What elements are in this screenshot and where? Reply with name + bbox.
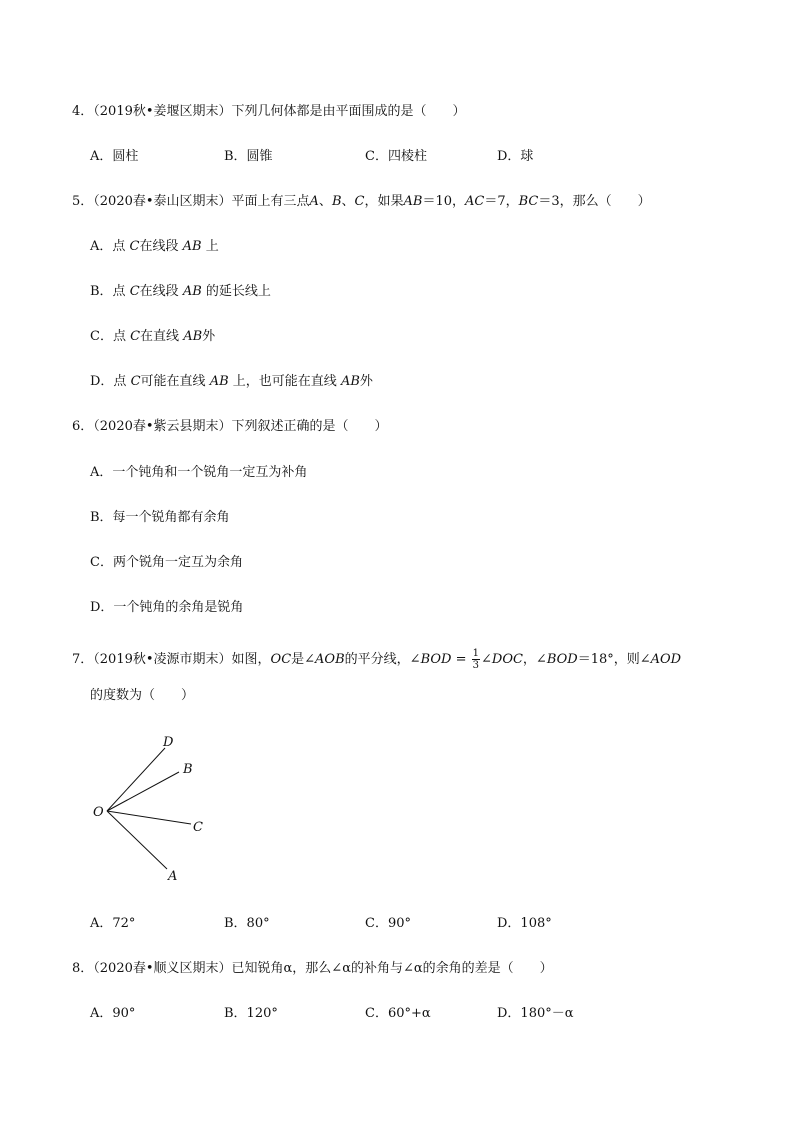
q5-option-d bbox=[90, 374, 373, 390]
q5-option-b-seg: AB bbox=[182, 284, 202, 299]
q5-option-c bbox=[90, 329, 215, 345]
q5-option-b-prefix: B．点 bbox=[90, 284, 126, 299]
q5-bc: BC bbox=[518, 194, 539, 209]
q5-point-a: A bbox=[309, 194, 319, 209]
q7-option-c: C．90° bbox=[365, 916, 411, 931]
q5-option-c-point: C bbox=[130, 329, 141, 344]
q5-cond-prefix: ，如果 bbox=[364, 194, 404, 209]
q7-fraction bbox=[472, 648, 480, 671]
q5-option-d-suffix: 上，也可能在直线 bbox=[232, 374, 337, 389]
q5-stem-prefix: 5．（2020春•泰山区期末）平面上有三点 bbox=[72, 194, 310, 209]
q7-is: 是∠ bbox=[291, 652, 316, 667]
q7-bisector: 的平分线，∠ bbox=[344, 652, 421, 667]
q6-option-d: D．一个钝角的余角是锐角 bbox=[90, 600, 244, 615]
q8-option-d: D．180°－α bbox=[497, 1006, 574, 1021]
q4-option-a: A．圆柱 bbox=[90, 149, 139, 164]
q5-option-c-suffix: 外 bbox=[202, 329, 216, 344]
q8-option-c: C．60°+α bbox=[365, 1006, 431, 1021]
q7-figure bbox=[85, 725, 225, 890]
ray-oc bbox=[107, 811, 191, 824]
q7-frac-num: 1 bbox=[472, 648, 479, 659]
q7-comma: ，∠ bbox=[522, 652, 547, 667]
q5-option-d-seg2: AB bbox=[340, 374, 360, 389]
q7-stem bbox=[72, 648, 681, 671]
q4-stem: 4．（2019秋•姜堰区期末）下列几何体都是由平面围成的是（ ） bbox=[72, 104, 466, 119]
q7-aob: AOB bbox=[315, 652, 345, 667]
label-c: C bbox=[193, 820, 203, 835]
q7-doc: DOC bbox=[491, 652, 523, 667]
q5-option-d-suffix2: 外 bbox=[359, 374, 373, 389]
q8-option-b: B．120° bbox=[224, 1006, 278, 1021]
q7-eq: = bbox=[451, 652, 471, 667]
q5-stem: 5．（2020春•泰山区期末）平面上有三点A、B、C，如果AB＝10，AC＝7，BC＝3，那么（ ） bbox=[72, 194, 651, 209]
ray-ob bbox=[107, 772, 179, 811]
q5-option-d-seg: AB bbox=[209, 374, 229, 389]
label-d: D bbox=[163, 735, 174, 750]
q7-stem-prefix: 7．（2019秋•凌源市期末）如图， bbox=[72, 652, 271, 667]
q7-frac-den: 3 bbox=[472, 660, 479, 671]
q7-option-d: D．108° bbox=[497, 916, 552, 931]
q7-stem-line2: 的度数为（ ） bbox=[90, 688, 195, 703]
q5-ac: AC bbox=[464, 194, 485, 209]
q7-bod2: BOD bbox=[546, 652, 578, 667]
q7-angle-sym: ∠ bbox=[480, 652, 492, 667]
q5-ac-val: ＝7， bbox=[484, 194, 519, 209]
q8-option-a: A．90° bbox=[90, 1006, 136, 1021]
q7-option-a: A．72° bbox=[90, 916, 136, 931]
q7-val: ＝18°，则∠ bbox=[577, 652, 651, 667]
q5-option-c-mid: 在直线 bbox=[140, 329, 180, 344]
q7-bod: BOD bbox=[420, 652, 452, 667]
q5-option-b-suffix: 的延长线上 bbox=[205, 284, 271, 299]
q5-ab: AB bbox=[403, 194, 423, 209]
q6-option-a: A．一个钝角和一个锐角一定互为补角 bbox=[90, 465, 308, 480]
q5-option-b-point: C bbox=[129, 284, 140, 299]
q5-option-c-seg: AB bbox=[183, 329, 203, 344]
q7-aod: AOD bbox=[650, 652, 682, 667]
q5-option-a-point: C bbox=[129, 239, 140, 254]
q5-option-c-prefix: C．点 bbox=[90, 329, 126, 344]
label-b: B bbox=[183, 762, 193, 777]
label-o: O bbox=[93, 805, 104, 820]
q6-option-c: C．两个锐角一定互为余角 bbox=[90, 555, 243, 570]
q5-option-a bbox=[90, 239, 219, 255]
q5-option-b bbox=[90, 284, 271, 300]
ray-od bbox=[107, 748, 165, 811]
q5-ab-val: ＝10， bbox=[422, 194, 465, 209]
q5-option-d-point: C bbox=[130, 374, 141, 389]
q6-stem: 6．（2020春•紫云县期末）下列叙述正确的是（ ） bbox=[72, 419, 388, 434]
q4-option-d: D．球 bbox=[497, 149, 534, 164]
q4-option-b: B．圆锥 bbox=[224, 149, 273, 164]
q5-option-a-suffix: 上 bbox=[205, 239, 219, 254]
q7-option-b: B．80° bbox=[224, 916, 270, 931]
q5-option-b-mid: 在线段 bbox=[139, 284, 179, 299]
q5-bc-val: ＝3，那么（ ） bbox=[538, 194, 651, 209]
q5-option-a-mid: 在线段 bbox=[139, 239, 179, 254]
q5-option-d-prefix: D．点 bbox=[90, 374, 127, 389]
q6-option-b: B．每一个锐角都有余角 bbox=[90, 510, 230, 525]
label-a: A bbox=[168, 869, 178, 884]
q5-point-c: C bbox=[354, 194, 365, 209]
q7-oc: OC bbox=[270, 652, 292, 667]
q5-option-a-prefix: A．点 bbox=[90, 239, 126, 254]
ray-oa bbox=[107, 811, 167, 869]
q5-point-b: B bbox=[331, 194, 342, 209]
q8-stem: 8．（2020春•顺义区期末）已知锐角α，那么∠α的补角与∠α的余角的差是（ ） bbox=[72, 961, 553, 976]
q4-option-c: C．四棱柱 bbox=[365, 149, 427, 164]
q5-option-d-mid: 可能在直线 bbox=[140, 374, 206, 389]
q5-option-a-seg: AB bbox=[182, 239, 202, 254]
